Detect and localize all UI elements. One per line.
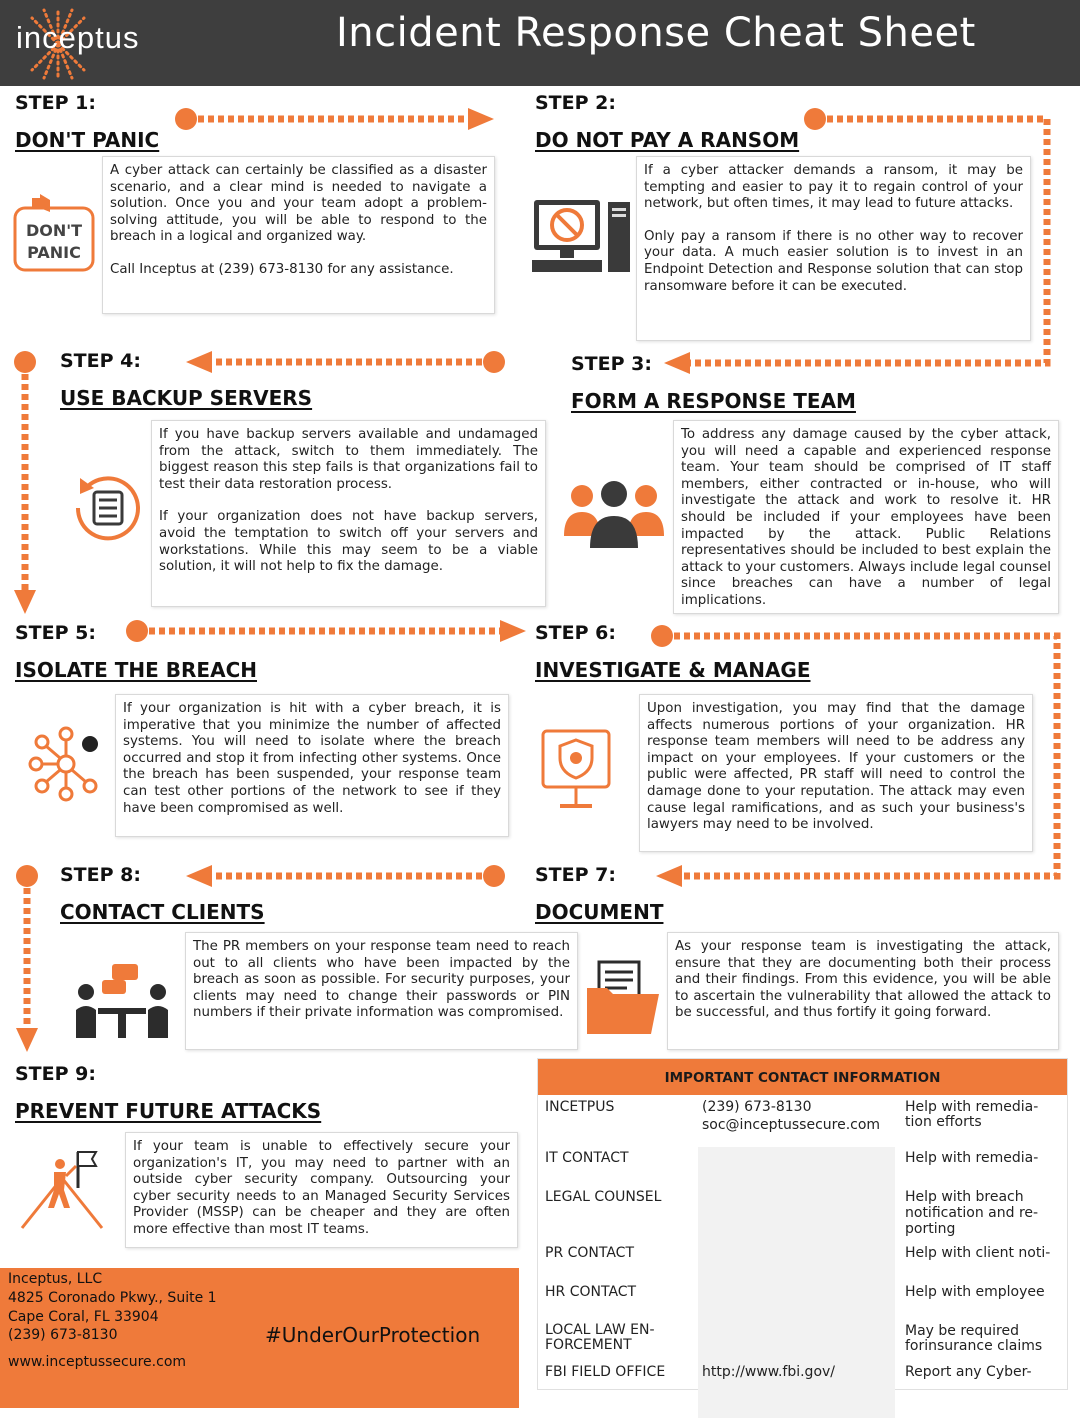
contact-note: May be required (905, 1323, 1020, 1339)
document-folder-icon (583, 958, 667, 1038)
dont-panic-icon (12, 188, 98, 274)
logo-text: inceptus (16, 20, 140, 55)
step-8-box (185, 932, 578, 1050)
step-7-number: STEP 7: (535, 864, 616, 886)
step-1-box (102, 156, 495, 314)
footer-hashtag: #UnderOurProtection (265, 1323, 481, 1347)
step-2-box (636, 156, 1031, 341)
step-1-number: STEP 1: (15, 92, 96, 114)
contact-info-table (537, 1058, 1068, 1390)
team-icon (560, 476, 668, 552)
contact-note: porting (905, 1221, 956, 1237)
step-8-title: CONTACT CLIENTS (60, 900, 265, 924)
step-7-paragraph-1: As your response team is investigating the attack, ensure that they are documenting both their process and their findings. From this evidence, you will be able to ascertain the vulnerability that allowed the attack to be successful, and thus fortify it going forward. (675, 939, 1051, 1021)
contact-name: IT CONTACT (545, 1150, 629, 1166)
summit-flag-icon (20, 1148, 106, 1230)
contact-note: Report any Cyber- (905, 1364, 1032, 1380)
footer (0, 1268, 519, 1408)
step-1-paragraph-1: A cyber attack can certainly be classified as a disaster scenario, and a clear mind is needed to navigate a solution. Once you and your team adopt a problem-solving attitude, you will be able to respond to the breach in a logical and organized way. (110, 163, 487, 245)
contact-note: Help with remedia- (905, 1150, 1039, 1166)
page-title: Incident Response Cheat Sheet (336, 10, 976, 56)
step-5-paragraph-1: If your organization is hit with a cyber breach, it is imperative that you minimize the number of affected systems. You will need to isolate where the breach occurred and stop it from infecting other systems. Once the breach has been suspended, your response team can test other portions of the network to see if they have been compromised as well. (123, 701, 501, 816)
contact-note: Help with client noti- (905, 1245, 1051, 1261)
footer-website[interactable]: www.inceptussecure.com (8, 1354, 187, 1370)
step-6-box (639, 694, 1033, 852)
contact-note: Help with remedia- (905, 1099, 1039, 1115)
step-2-paragraph-1: If a cyber attacker demands a ransom, it may be tempting and easier to pay it to regain control of your network, but often times, it may lead to future attacks. (644, 163, 1023, 212)
contact-note: tion efforts (905, 1114, 982, 1130)
contact-name: LOCAL LAW EN- FORCEMENT (545, 1322, 655, 1353)
contact-note: forinsurance claims (905, 1338, 1043, 1354)
step-3-title: FORM A RESPONSE TEAM (571, 389, 856, 413)
step-7-title: DOCUMENT (535, 900, 664, 924)
footer-address-1: 4825 Coronado Pkwy., Suite 1 (8, 1290, 217, 1306)
footer-phone: (239) 673-8130 (8, 1327, 118, 1343)
step-2-paragraph-2: Only pay a ransom if there is no other way to recover your data. A much easier solution is to invest in an Endpoint Detection and Response solution that can stop ransomware before it can be executed. (644, 228, 1023, 294)
page-header (0, 0, 1080, 86)
contact-phone: (239) 673-8130 (702, 1099, 812, 1115)
contact-info-heading: IMPORTANT CONTACT INFORMATION (538, 1059, 1067, 1095)
step-1-paragraph-2: Call Inceptus at (239) 673-8130 for any assistance. (110, 261, 454, 277)
step-8-number: STEP 8: (60, 864, 141, 886)
step-5-number: STEP 5: (15, 622, 96, 644)
step-3-number: STEP 3: (571, 353, 652, 375)
footer-company: Inceptus, LLC (8, 1271, 103, 1287)
network-isolate-icon (28, 726, 104, 802)
step-5-box (115, 694, 509, 837)
contact-email[interactable]: soc@inceptussecure.com (702, 1117, 881, 1133)
dont-panic-icon-line-1: DON'T (25, 221, 83, 240)
step-8-paragraph-1: The PR members on your response team need to reach out to all clients who have been impacted by the breach as soon as possible. For security purposes, your clients may need to change their passwords or PIN numbers if their private information was compromised. (193, 939, 570, 1021)
meeting-icon (72, 958, 172, 1042)
step-9-number: STEP 9: (15, 1063, 96, 1085)
step-3-box (673, 420, 1059, 614)
dont-panic-icon-line-2: PANIC (27, 243, 81, 262)
step-9-box (125, 1132, 518, 1248)
step-7-box (667, 932, 1059, 1050)
step-5-title: ISOLATE THE BREACH (15, 658, 257, 682)
contact-name: LEGAL COUNSEL (545, 1189, 662, 1205)
contact-note: Help with employee (905, 1284, 1045, 1300)
step-4-number: STEP 4: (60, 350, 141, 372)
monitor-shield-icon (540, 728, 612, 814)
step-3-paragraph-1: To address any damage caused by the cyber attack, you will need a capable and experienced response team. Your team should be comprised of IT staff members, either contracted or in-house, who will investigate the attack and work to resolve it. HR should be included if your employees have been impacted by the attack. Public Relations representatives should be included to best explain the attack to your customers. Always include legal counsel since breaches can have a number of legal implications. (681, 427, 1051, 608)
step-9-paragraph-1: If your team is unable to effectively secure your organization's IT, you may need to partner with an outside cyber security company. Outsourcing your cyber security needs to an Managed Security Services Provider (MSSP) can be cheaper and they are often more effective than most IT teams. (133, 1139, 510, 1237)
step-4-paragraph-1: If you have backup servers available and undamaged from the attack, switch to them immediately. The biggest reason this step fails is that organizations fail to test their data restoration process. (159, 427, 538, 492)
contact-name: FBI FIELD OFFICE (545, 1364, 666, 1380)
contact-name: INCETPUS (545, 1099, 615, 1115)
step-6-number: STEP 6: (535, 622, 616, 644)
step-9-title: PREVENT FUTURE ATTACKS (15, 1099, 322, 1123)
step-6-title: INVESTIGATE & MANAGE (535, 658, 811, 682)
contact-name: PR CONTACT (545, 1245, 635, 1261)
step-6-paragraph-1: Upon investigation, you may find that the damage affects numerous portions of your organization. HR response team members will need to be address any impact on your employees. If your customers or the public were affected, PR staff will need to control the damage done to your reputation. The attack may even cause legal ramifications, and as such your business's lawyers may need to be involved. (647, 701, 1025, 833)
step-2-number: STEP 2: (535, 92, 616, 114)
step-2-title: DO NOT PAY A RANSOM (535, 128, 800, 152)
step-4-paragraph-2: If your organization does not have backup servers, avoid the temptation to switch off your servers and workstations. While this may seem to be a viable solution, it will not help to fix the damage. (159, 509, 538, 575)
step-1-title: DON'T PANIC (15, 128, 160, 152)
backup-server-icon (66, 466, 150, 550)
contact-note: notification and re- (905, 1205, 1039, 1221)
computer-no-money-icon (530, 196, 634, 278)
contact-name: HR CONTACT (545, 1284, 637, 1300)
contact-note: Help with breach (905, 1189, 1024, 1205)
footer-address-2: Cape Coral, FL 33904 (8, 1309, 159, 1325)
step-4-box (151, 420, 546, 607)
contact-link[interactable]: http://www.fbi.gov/ (702, 1364, 836, 1380)
step-4-title: USE BACKUP SERVERS (60, 386, 313, 410)
